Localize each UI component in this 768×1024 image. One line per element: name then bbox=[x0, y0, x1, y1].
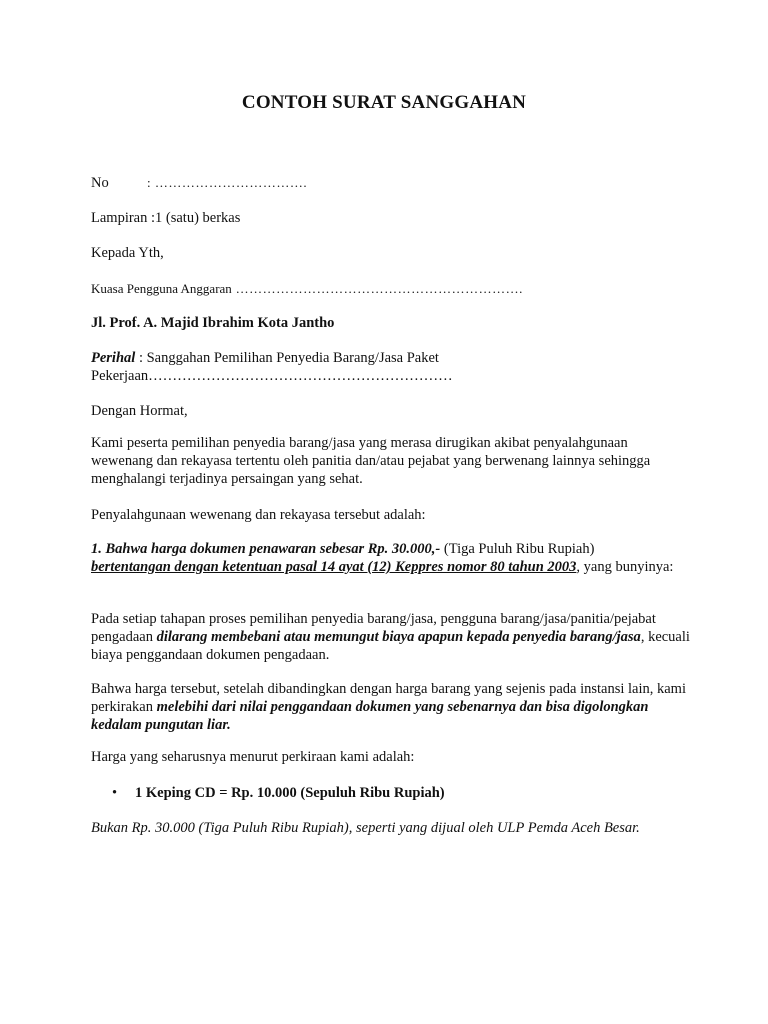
no-label: No bbox=[91, 175, 109, 191]
perihal-separator: : bbox=[135, 350, 147, 366]
point-one-amount-words: (Tiga Puluh Ribu Rupiah) bbox=[440, 541, 595, 557]
paragraph-intro: Kami peserta pemilihan penyedia barang/jasa yang merasa dirugikan akibat penyalahgunaan wewenang dan rekayasa tertentu oleh panitia dan/atau pejabat yang berwenang lainnya sehingga menghalangi terjadinya persaingan yang sehat. bbox=[91, 435, 651, 487]
paragraph-estimate-lead: Harga yang seharusnya menurut perkiraan kami adalah: bbox=[91, 749, 415, 765]
comparison-emphasis: melebihi dari nilai penggandaan dokumen yang sebenarnya dan bisa digolongkan kedalam pungutan liar. bbox=[91, 699, 649, 733]
point-one-tail: , yang bunyinya: bbox=[576, 559, 674, 575]
lampiran-line: Lampiran :1 (satu) berkas bbox=[91, 210, 241, 226]
document-title: CONTOH SURAT SANGGAHAN bbox=[241, 92, 527, 113]
recipient-line bbox=[91, 280, 523, 298]
closing-statement: Bukan Rp. 30.000 (Tiga Puluh Ribu Rupiah), seperti yang dijual oleh ULP Pemda Aceh Besar. bbox=[91, 820, 640, 836]
bullet-item-price: 1 Keping CD = Rp. 10.000 (Sepuluh Ribu Rupiah) bbox=[135, 785, 445, 801]
quote-emphasis: dilarang membebani atau memungut biaya apapun kepada penyedia barang/jasa bbox=[156, 629, 641, 645]
point-one bbox=[91, 540, 691, 576]
bullet-marker: • bbox=[112, 785, 118, 801]
perihal-line bbox=[91, 349, 439, 367]
paragraph-abuse-lead: Penyalahgunaan wewenang dan rekayasa tersebut adalah: bbox=[91, 507, 426, 523]
quote-end: , kecuali biaya penggandaan dokumen pengadaan. bbox=[91, 629, 690, 663]
no-value: : ……………………………. bbox=[147, 175, 308, 190]
recipient-greeting: Kepada Yth, bbox=[91, 245, 164, 261]
recipient-title: Kuasa Pengguna Anggaran bbox=[91, 281, 232, 296]
point-one-claim: 1. Bahwa harga dokumen penawaran sebesar Rp. 30.000,- bbox=[91, 541, 441, 557]
salutation: Dengan Hormat, bbox=[91, 403, 188, 419]
paragraph-regulation-quote bbox=[91, 610, 691, 664]
quote-start: Pada setiap tahapan proses pemilihan penyedia barang/jasa, pengguna barang/jasa/panitia/pejabat pengadaan bbox=[91, 611, 656, 645]
no-line bbox=[91, 174, 307, 192]
perihal-label: Perihal bbox=[91, 350, 136, 366]
paragraph-comparison bbox=[91, 680, 691, 734]
perihal-line-2: Pekerjaan……………………………………………………… bbox=[91, 368, 453, 384]
recipient-dots: ………………………………………………………. bbox=[231, 281, 523, 296]
recipient-address: Jl. Prof. A. Majid Ibrahim Kota Jantho bbox=[91, 315, 335, 331]
point-one-regulation: bertentangan dengan ketentuan pasal 14 ayat (12) Keppres nomor 80 tahun 2003 bbox=[91, 559, 577, 575]
perihal-text: Sanggahan Pemilihan Penyedia Barang/Jasa Paket bbox=[146, 350, 439, 366]
comparison-start: Bahwa harga tersebut, setelah dibandingkan dengan harga barang yang sejenis pada instansi lain, kami perkirakan bbox=[91, 681, 686, 715]
